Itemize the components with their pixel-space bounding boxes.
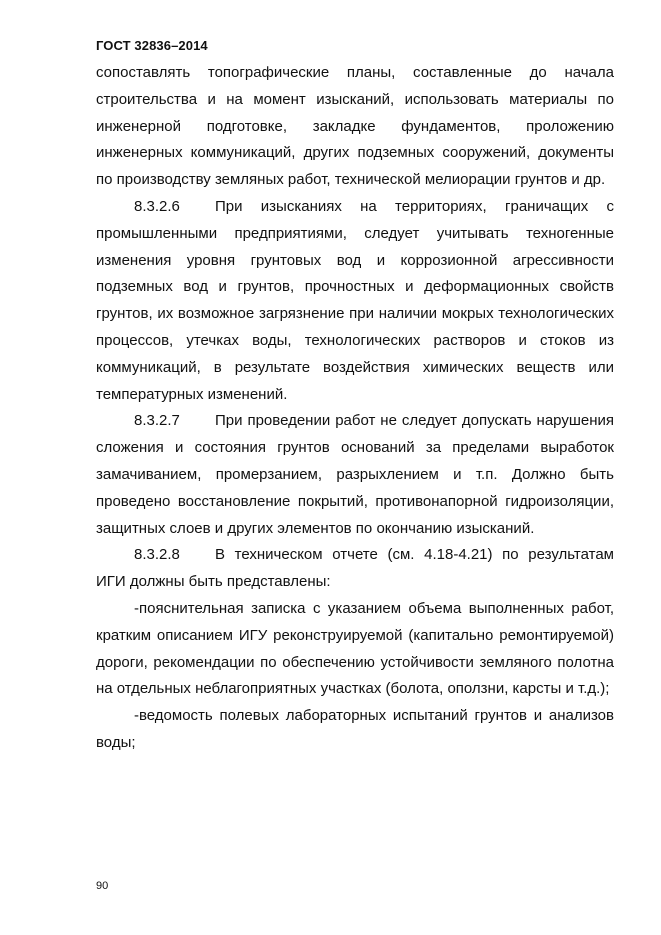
paragraph-text: -пояснительная записка с указанием объема выполненных работ, кратким описанием ИГУ реконструируемой (капитально ремонтируемой) дороги, рекомендации по обеспечению устойчивости земляного полотна на отдельных неблагоприятных участках (болота, оползни, карсты и т.д.); [96, 599, 614, 698]
clause-number: 8.3.2.8 [134, 546, 180, 564]
paragraph-text: При проведении работ не следует допускать нарушения сложения и состояния грунтов оснований за пределами выработок замачиванием, промерзанием, разрыхлением и т.п. Должно быть проведено восстановление покрытий, противонапорной гидроизоляции, защитных слоев и других элементов по окончанию изысканий. [96, 412, 614, 537]
paragraph-8-3-2-6 [96, 194, 614, 408]
document-code-header: ГОСТ 32836–2014 [96, 38, 208, 53]
clause-number: 8.3.2.7 [134, 412, 180, 430]
list-item-explanatory-note [96, 596, 614, 703]
paragraph-continuation [96, 60, 614, 194]
page-number: 90 [96, 880, 109, 892]
paragraph-8-3-2-7 [96, 408, 614, 542]
paragraph-text: сопоставлять топографические планы, составленные до начала строительства и на момент изысканий, использовать материалы по инженерной подготовке, закладке фундаментов, проложению инженерных коммуникаций, других подземных сооружений, документы по производству земляных работ, технической мелиорации грунтов и др. [96, 64, 614, 189]
paragraph-text: При изысканиях на территориях, граничащих с промышленными предприятиями, следует учитывать техногенные изменения уровня грунтовых вод и коррозионной агрессивности подземных вод и грунтов, прочностных и деформационных свойств грунтов, их возможное загрязнение при наличии мокрых технологических процессов, утечках воды, технологических растворов и стоков из коммуникаций, в результате воздействия химических веществ или температурных изменений. [96, 197, 614, 403]
list-item-test-statement [96, 703, 614, 757]
clause-number: 8.3.2.6 [134, 197, 180, 215]
paragraph-text: -ведомость полевых лабораторных испытаний грунтов и анализов воды; [96, 707, 614, 751]
paragraph-text: В техническом отчете (см. 4.18-4.21) по результатам ИГИ должны быть представлены: [96, 546, 614, 591]
document-body [96, 60, 614, 757]
paragraph-8-3-2-8 [96, 542, 614, 596]
